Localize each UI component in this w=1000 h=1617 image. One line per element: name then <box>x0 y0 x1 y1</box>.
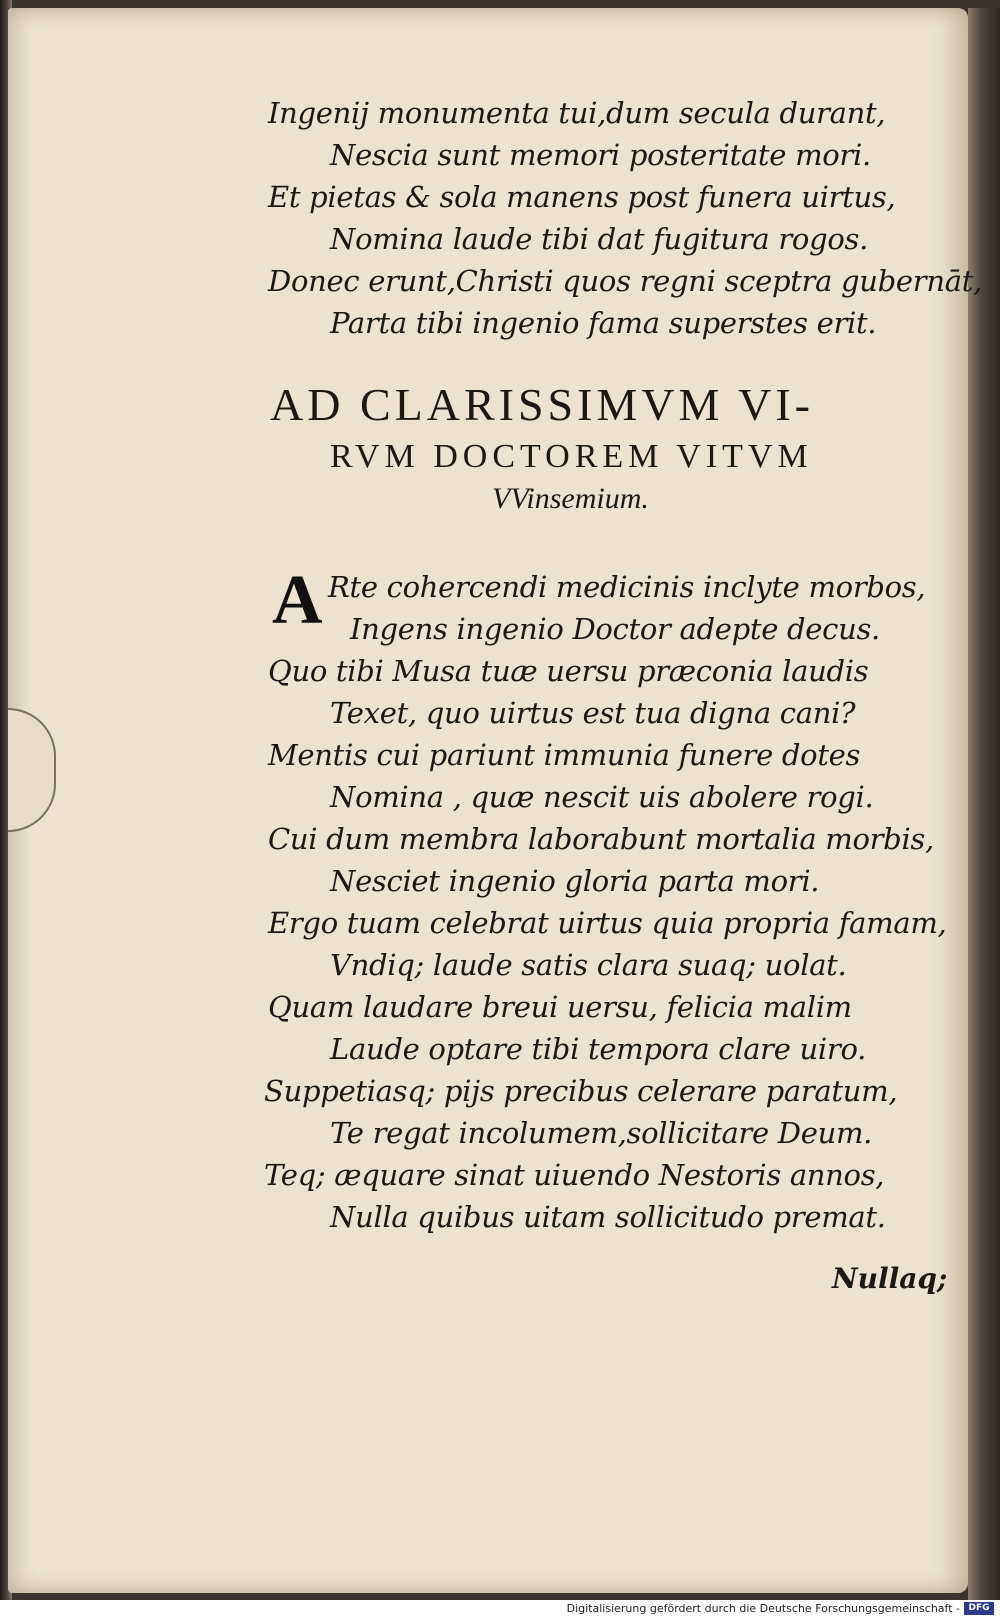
dfg-logo-icon: DFG <box>964 1602 994 1615</box>
heading-line-3: VVinsemium. <box>492 482 649 515</box>
verse-line: Cui dum membra laborabunt mortalia morbis, <box>268 822 934 856</box>
verse-line: Nesciet ingenio gloria parta mori. <box>330 864 820 898</box>
page-edge <box>968 8 1000 1600</box>
verse-line: Parta tibi ingenio fama superstes erit. <box>330 306 877 340</box>
verse-line: Laude optare tibi tempora clare uiro. <box>330 1032 867 1066</box>
verse-line: Texet, quo uirtus est tua digna cani? <box>330 696 856 730</box>
verse-line: Nescia sunt memori posteritate mori. <box>330 138 871 172</box>
footer-credit: Digitalisierung gefördert durch die Deutsche Forschungsgemeinschaft - <box>566 1602 960 1615</box>
drop-cap: A <box>272 562 323 639</box>
verse-line: Et pietas & sola manens post funera uirtus, <box>268 180 896 214</box>
verse-line: Ergo tuam celebrat uirtus quia propria famam, <box>268 906 947 940</box>
heading-line-1: AD CLARISSIMVM VI- <box>270 379 814 430</box>
verse-line: Donec erunt,Christi quos regni sceptra gubernāt, <box>268 264 982 298</box>
verse-line: Nulla quibus uitam sollicitudo premat. <box>330 1200 886 1234</box>
verse-line: Teq; æquare sinat uiuendo Nestoris annos, <box>264 1158 885 1192</box>
catchword: Nullaq; <box>832 1262 948 1295</box>
verse-line: Vndiq; laude satis clara suaq; uolat. <box>330 948 847 982</box>
verse-line: Mentis cui pariunt immunia funere dotes <box>268 738 861 772</box>
verse-line: Quo tibi Musa tuæ uersu præconia laudis <box>268 654 869 688</box>
heading-line-2: RVM DOCTOREM VITVM <box>330 438 813 475</box>
verse-line: Suppetiasq; pijs precibus celerare paratum, <box>264 1074 898 1108</box>
verse-line: Te regat incolumem,sollicitare Deum. <box>330 1116 873 1150</box>
verse-line: Ingens ingenio Doctor adepte decus. <box>350 612 880 646</box>
verse-line: Ingenij monumenta tui,dum secula durant, <box>268 96 886 130</box>
verse-line: Nomina laude tibi dat fugitura rogos. <box>330 222 868 256</box>
verse-line: Nomina , quæ nescit uis abolere rogi. <box>330 780 874 814</box>
verse-line: Rte cohercendi medicinis inclyte morbos, <box>328 570 926 604</box>
verse-line: Quam laudare breui uersu, felicia malim <box>268 990 852 1024</box>
